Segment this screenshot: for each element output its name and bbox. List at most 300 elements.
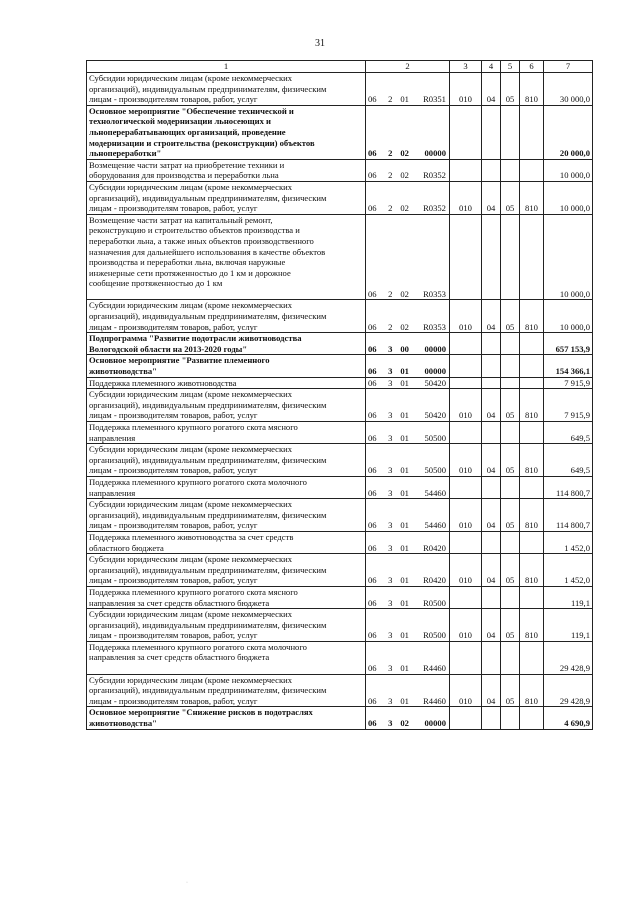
description-line: Возмещение части затрат на капитальный ремонт, [89,214,273,225]
code-cell-c5 [501,214,520,300]
code-cell-c4: 04 [482,389,501,422]
amount-cell: 657 153,9 [544,333,593,355]
code-part: 06 [368,94,377,105]
code-part: 3 [388,630,393,641]
code-cell-c5: 05 [501,554,520,587]
description-line: организаций), индивидуальным предпринимателям, физическим [89,509,327,520]
code-part: 06 [368,366,377,377]
row-description [87,531,366,553]
code-part: 00000 [424,366,446,377]
classification-code [366,499,450,532]
description-line: Подпрограмма "Развитие подотрасли животноводства [89,333,302,344]
code-cell-c6: 810 [520,444,544,477]
code-part: 50420 [424,377,446,388]
code-part: R0353 [423,321,446,332]
row-description [87,181,366,214]
table-row [87,214,593,300]
code-part: 01 [400,377,409,388]
amount-cell: 114 800,7 [544,476,593,498]
description-line: Субсидии юридическим лицам (кроме некоммерческих [89,181,293,192]
code-part: 06 [368,288,377,299]
classification-code [366,181,450,214]
table-row [87,422,593,444]
amount-cell: 119,1 [544,609,593,642]
code-part: 50420 [424,410,446,421]
code-part: 01 [400,432,409,443]
code-cell-c5 [501,159,520,181]
amount-cell: 649,5 [544,444,593,477]
code-part: R0420 [423,575,446,586]
amount-cell: 114 800,7 [544,499,593,532]
code-part: 01 [400,630,409,641]
description-line: направления [89,432,136,443]
description-line: Вологодской области на 2013-2020 годы" [89,343,248,354]
description-line: направления за счет средств областного бюджета [89,597,270,608]
description-line: организаций), индивидуальным предпринимателям, физическим [89,454,327,465]
code-cell-c4: 04 [482,181,501,214]
description-line: Возмещение части затрат на приобретение техники и [89,159,285,170]
row-description [87,105,366,159]
code-part: 01 [400,487,409,498]
table-row [87,499,593,532]
code-part: 06 [368,630,377,641]
code-part: 00 [400,343,409,354]
code-cell-c6 [520,476,544,498]
classification-code [366,531,450,553]
description-line: Основное мероприятие "Снижение рисков в подотраслях [89,707,313,718]
code-part: 06 [368,465,377,476]
code-part: 01 [400,94,409,105]
code-part: 01 [400,695,409,706]
description-line: инженерные сети протяженностью до 1 км и дорожное [89,267,291,278]
amount-cell: 10 000,0 [544,300,593,333]
description-line: Субсидии юридическим лицам (кроме некоммерческих [89,300,293,311]
code-cell-c6 [520,531,544,553]
code-cell-c5 [501,531,520,553]
code-cell-c6: 810 [520,674,544,707]
column-header: 4 [482,61,501,73]
code-part: R0500 [423,597,446,608]
code-cell-c6 [520,641,544,674]
code-cell-c3: 010 [450,554,482,587]
amount-cell: 1 452,0 [544,531,593,553]
classification-code [366,444,450,477]
description-line: организаций), индивидуальным предпринимателям, физическим [89,564,327,575]
column-header: 3 [450,61,482,73]
code-cell-c6 [520,586,544,608]
description-line: Субсидии юридическим лицам (кроме некоммерческих [89,73,293,83]
column-header: 6 [520,61,544,73]
description-line: областного бюджета [89,542,164,553]
description-line: животноводства" [89,718,157,729]
code-cell-c6: 810 [520,389,544,422]
row-description [87,674,366,707]
code-part: 06 [368,597,377,608]
table-row [87,355,593,377]
row-description [87,389,366,422]
code-cell-c6: 810 [520,554,544,587]
budget-table [86,60,593,730]
classification-code [366,476,450,498]
description-line: направления [89,487,136,498]
amount-cell: 154 366,1 [544,355,593,377]
table-row [87,181,593,214]
row-description [87,554,366,587]
row-description [87,476,366,498]
code-part: R0351 [423,94,446,105]
code-part: 54460 [424,520,446,531]
code-cell-c3: 010 [450,609,482,642]
code-part: R4460 [423,663,446,674]
code-part: 06 [368,718,377,729]
code-cell-c4 [482,422,501,444]
row-description [87,641,366,674]
description-line: Субсидии юридическим лицам (кроме некоммерческих [89,609,293,620]
table-body [87,73,593,730]
code-cell-c4 [482,159,501,181]
code-cell-c3 [450,333,482,355]
classification-code [366,355,450,377]
amount-cell: 10 000,0 [544,214,593,300]
description-line: производства и переработки льна, включая наружные [89,257,286,268]
code-part: 2 [388,288,393,299]
code-cell-c5 [501,377,520,389]
code-cell-c5: 05 [501,73,520,106]
amount-cell: 10 000,0 [544,159,593,181]
row-description [87,214,366,300]
code-cell-c3 [450,422,482,444]
table-row [87,674,593,707]
description-line: Поддержка племенного крупного рогатого скота мясного [89,586,298,597]
amount-cell: 30 000,0 [544,73,593,106]
scan-mark: · [186,880,188,886]
code-cell-c4 [482,641,501,674]
code-cell-c3 [450,641,482,674]
code-part: 06 [368,520,377,531]
table-row [87,389,593,422]
row-description [87,707,366,729]
code-part: 3 [388,432,393,443]
code-part: 06 [368,170,377,181]
code-cell-c3: 010 [450,444,482,477]
classification-code [366,641,450,674]
code-cell-c3 [450,377,482,389]
description-line: животноводства" [89,366,157,377]
description-line: Субсидии юридическим лицам (кроме некоммерческих [89,674,293,685]
code-part: 3 [388,695,393,706]
code-part: R0353 [423,288,446,299]
code-cell-c3: 010 [450,674,482,707]
code-cell-c4 [482,105,501,159]
code-part: 01 [400,410,409,421]
description-line: Поддержка племенного животноводства [89,377,237,388]
row-description [87,355,366,377]
description-line: Субсидии юридическим лицам (кроме некоммерческих [89,444,293,455]
code-cell-c5: 05 [501,181,520,214]
code-cell-c4 [482,531,501,553]
code-part: 06 [368,432,377,443]
code-part: 02 [400,288,409,299]
code-part: 02 [400,170,409,181]
description-line: организаций), индивидуальным предпринимателям, физическим [89,399,327,410]
classification-code [366,674,450,707]
description-line: организаций), индивидуальным предпринимателям, физическим [89,83,327,94]
description-line: лицам - производителям товаров, работ, услуг [89,695,258,706]
code-part: 3 [388,597,393,608]
column-header: 1 [87,61,366,73]
code-part: 3 [388,663,393,674]
description-line: Субсидии юридическим лицам (кроме некоммерческих [89,389,293,400]
code-part: 02 [400,148,409,159]
column-header: 5 [501,61,520,73]
code-cell-c5 [501,355,520,377]
amount-cell: 649,5 [544,422,593,444]
code-part: 2 [388,94,393,105]
code-cell-c6: 810 [520,181,544,214]
classification-code [366,73,450,106]
code-part: 06 [368,148,377,159]
code-cell-c6: 810 [520,73,544,106]
amount-cell: 4 690,9 [544,707,593,729]
table-row [87,641,593,674]
amount-cell: 1 452,0 [544,554,593,587]
classification-code [366,554,450,587]
code-part: 2 [388,170,393,181]
code-part: 06 [368,487,377,498]
code-cell-c6 [520,355,544,377]
description-line: Поддержка племенного крупного рогатого скота мясного [89,422,298,432]
page-number: 31 [315,38,325,49]
row-description [87,609,366,642]
code-cell-c6: 810 [520,300,544,333]
code-cell-c5: 05 [501,300,520,333]
code-part: R0500 [423,630,446,641]
description-line: организаций), индивидуальным предпринимателям, физическим [89,619,327,630]
description-line: переработки льна, а также иных объектов производственного [89,235,314,246]
code-cell-c5 [501,586,520,608]
code-cell-c4 [482,355,501,377]
classification-code [366,609,450,642]
code-cell-c4 [482,214,501,300]
code-part: 3 [388,520,393,531]
code-cell-c4 [482,333,501,355]
code-part: 01 [400,575,409,586]
code-part: R0352 [423,170,446,181]
classification-code [366,300,450,333]
code-cell-c5: 05 [501,389,520,422]
row-description [87,73,366,106]
table-row [87,444,593,477]
code-cell-c5 [501,105,520,159]
code-cell-c4: 04 [482,300,501,333]
table-row [87,531,593,553]
code-part: R0420 [423,542,446,553]
code-cell-c6 [520,159,544,181]
code-part: 06 [368,343,377,354]
code-cell-c5 [501,333,520,355]
amount-cell: 119,1 [544,586,593,608]
code-part: 00000 [424,718,446,729]
code-part: 3 [388,366,393,377]
code-cell-c3 [450,531,482,553]
table-row [87,73,593,106]
description-line: Поддержка племенного крупного рогатого скота молочного [89,641,307,652]
code-cell-c6 [520,105,544,159]
description-line: лицам - производителям товаров, работ, услуг [89,630,258,641]
amount-cell: 20 000,0 [544,105,593,159]
code-cell-c5: 05 [501,444,520,477]
row-description [87,444,366,477]
code-cell-c3 [450,159,482,181]
classification-code [366,389,450,422]
code-cell-c3 [450,476,482,498]
description-line: организаций), индивидуальным предпринимателям, физическим [89,311,327,322]
code-cell-c5 [501,476,520,498]
code-cell-c3 [450,214,482,300]
code-part: 06 [368,410,377,421]
code-part: 06 [368,695,377,706]
classification-code [366,333,450,355]
code-part: 01 [400,663,409,674]
description-line: сообщение протяженностью до 1 км [89,278,223,289]
table-row [87,105,593,159]
code-part: 06 [368,203,377,214]
row-description [87,159,366,181]
code-cell-c3: 010 [450,499,482,532]
code-part: 2 [388,148,393,159]
row-description [87,300,366,333]
table-row [87,476,593,498]
code-cell-c4: 04 [482,674,501,707]
code-cell-c4: 04 [482,554,501,587]
description-line: лицам - производителям товаров, работ, услуг [89,520,258,531]
column-header: 7 [544,61,593,73]
table-row [87,333,593,355]
code-part: 3 [388,542,393,553]
code-part: 3 [388,465,393,476]
code-cell-c3 [450,707,482,729]
code-cell-c6 [520,214,544,300]
table-row [87,300,593,333]
code-cell-c6 [520,333,544,355]
table-row [87,377,593,389]
code-part: 50500 [424,432,446,443]
code-cell-c5 [501,422,520,444]
code-part: 01 [400,465,409,476]
description-line [89,663,363,674]
description-line: Поддержка племенного животноводства за счет средств [89,531,294,542]
code-cell-c6 [520,377,544,389]
description-line: организаций), индивидуальным предпринимателям, физическим [89,192,327,203]
row-description [87,422,366,444]
code-cell-c4: 04 [482,444,501,477]
description-line: назначения для дальнейшего использования в качестве объектов [89,246,326,257]
code-part: R4460 [423,695,446,706]
code-cell-c3: 010 [450,300,482,333]
description-line: модернизации и строительства (реконструкции) объектов [89,137,315,148]
description-line: организаций), индивидуальным предпринимателям, физическим [89,685,327,696]
code-part: 00000 [424,148,446,159]
code-part: 00000 [424,343,446,354]
description-line: лицам - производителям товаров, работ, услуг [89,410,258,421]
table-row [87,707,593,729]
description-line: лицам - производителям товаров, работ, услуг [89,321,258,332]
code-cell-c3 [450,586,482,608]
code-cell-c4 [482,707,501,729]
description-line [89,289,363,300]
code-cell-c4 [482,377,501,389]
column-header: 2 [366,61,450,73]
amount-cell: 7 915,9 [544,377,593,389]
description-line: лицам - производителям товаров, работ, услуг [89,575,258,586]
classification-code [366,214,450,300]
table-row [87,159,593,181]
code-cell-c6 [520,422,544,444]
description-line: Основное мероприятие "Обеспечение технической и [89,105,294,116]
description-line: Основное мероприятие "Развитие племенного [89,355,270,366]
classification-code [366,707,450,729]
code-cell-c6: 810 [520,609,544,642]
amount-cell: 7 915,9 [544,389,593,422]
description-line: реконструкцию и строительство объектов производства и [89,225,300,236]
table-header-row [87,61,593,73]
code-cell-c3 [450,105,482,159]
description-line: Поддержка племенного крупного рогатого скота молочного [89,476,307,487]
code-cell-c4: 04 [482,499,501,532]
code-cell-c6: 810 [520,499,544,532]
description-line: Субсидии юридическим лицам (кроме некоммерческих [89,499,293,510]
code-cell-c3: 010 [450,73,482,106]
code-part: 01 [400,520,409,531]
code-part: 06 [368,377,377,388]
code-part: 06 [368,663,377,674]
code-part: 01 [400,542,409,553]
code-part: 3 [388,343,393,354]
classification-code [366,377,450,389]
amount-cell: 10 000,0 [544,181,593,214]
code-cell-c3: 010 [450,389,482,422]
classification-code [366,105,450,159]
code-part: 02 [400,321,409,332]
table-row [87,609,593,642]
classification-code [366,422,450,444]
code-part: 54460 [424,487,446,498]
code-cell-c5: 05 [501,499,520,532]
code-part: 3 [388,377,393,388]
code-part: 2 [388,203,393,214]
description-line: льноперерабатывающих организаций, проведение [89,126,286,137]
code-cell-c5: 05 [501,609,520,642]
code-part: 06 [368,542,377,553]
classification-code [366,159,450,181]
code-cell-c4: 04 [482,609,501,642]
description-line: оборудования для производства и переработки льна [89,170,279,181]
amount-cell: 29 428,9 [544,674,593,707]
code-cell-c6 [520,707,544,729]
code-part: 06 [368,321,377,332]
table-row [87,586,593,608]
code-part: 02 [400,203,409,214]
code-cell-c4 [482,586,501,608]
description-line: льнопереработки" [89,148,162,159]
description-line: направления за счет средств областного бюджета [89,652,270,663]
table-row [87,554,593,587]
row-description [87,377,366,389]
classification-code [366,586,450,608]
code-cell-c5 [501,641,520,674]
code-part: 3 [388,718,393,729]
description-line: технологической модернизации льносеющих и [89,116,271,127]
